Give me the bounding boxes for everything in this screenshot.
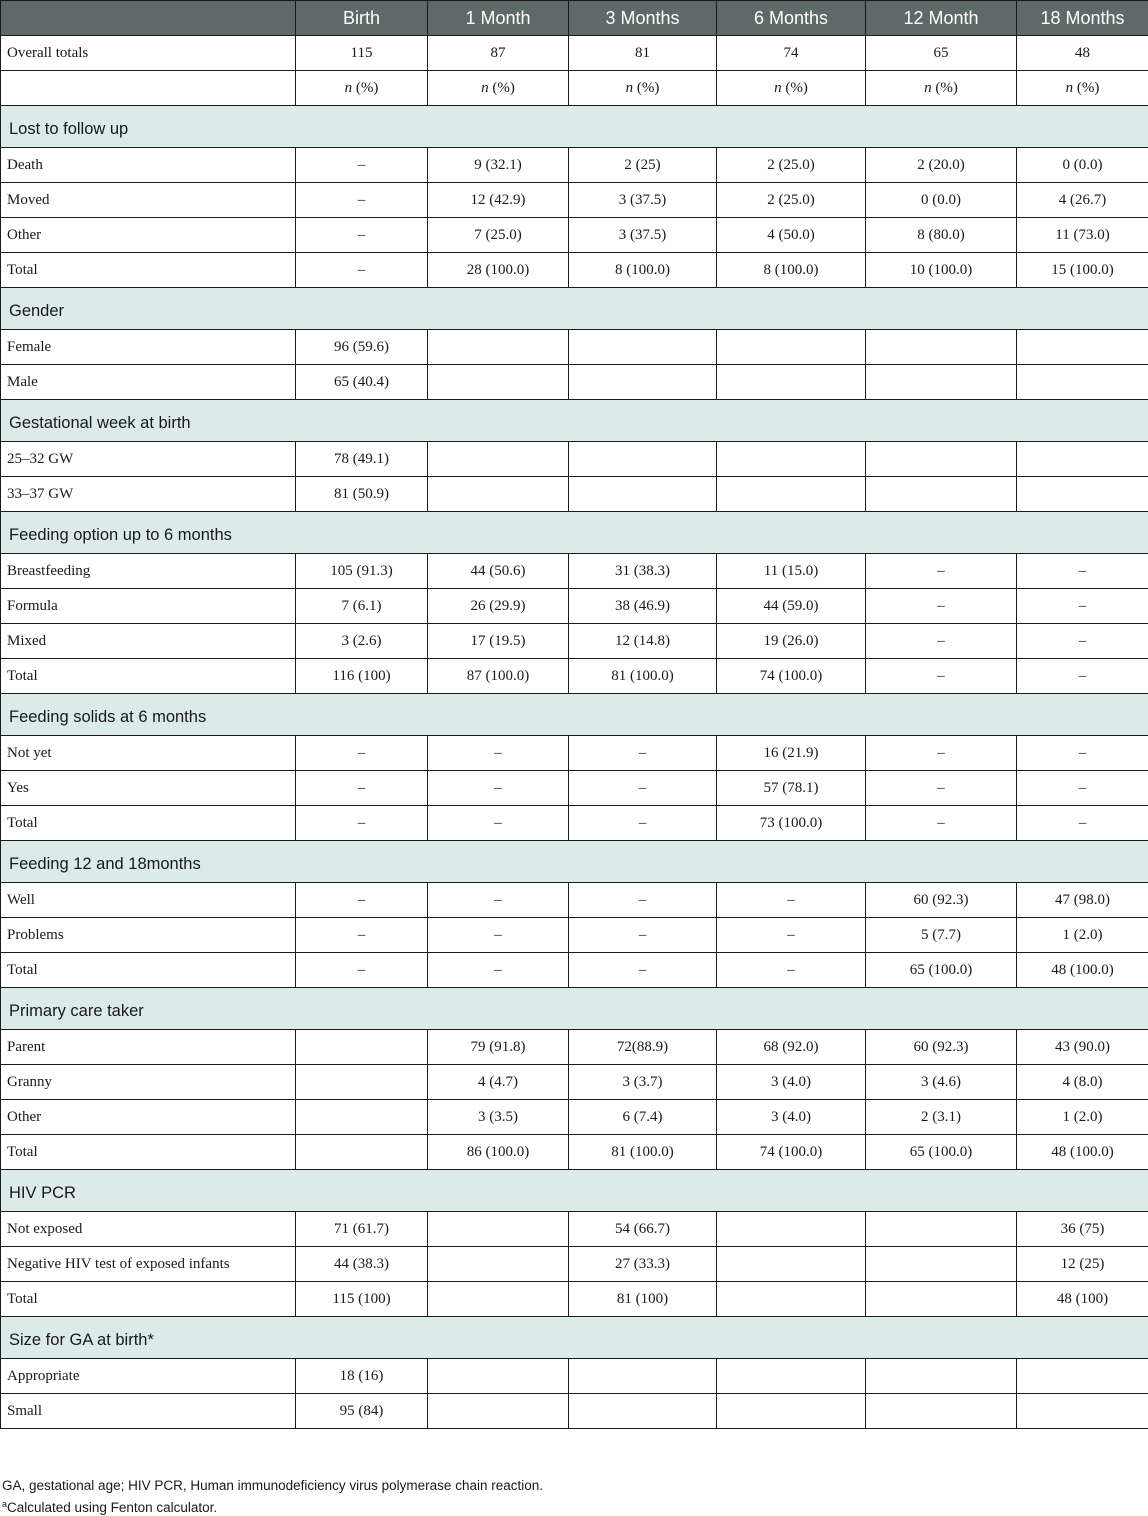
section-title: Feeding 12 and 18months [1,841,1148,883]
cell: 8 (100.0) [717,253,866,288]
cell: – [866,806,1017,841]
table-row [1,183,1148,218]
cell: – [866,589,1017,624]
table-row [1,953,1148,988]
cell: 11 (15.0) [717,554,866,589]
cell: – [866,659,1017,694]
cell: 9 (32.1) [428,148,569,183]
cell: – [717,953,866,988]
cell: – [1017,736,1148,771]
row-label: Other [1,218,296,253]
cell [428,477,569,512]
column-header: 3 Months [569,1,717,36]
n-symbol: n [344,79,353,96]
cell: – [1017,554,1148,589]
cell [717,1212,866,1247]
n-symbol: n [625,79,634,96]
cell [569,442,717,477]
cell: 105 (91.3) [296,554,428,589]
n-symbol: n [774,79,782,96]
cell: 60 (92.3) [866,1030,1017,1065]
section-title: Gestational week at birth [1,400,1148,442]
overall-totals-row [1,36,1148,71]
cell [717,1247,866,1282]
cell: 73 (100.0) [717,806,866,841]
n-percent-cell [1017,71,1148,106]
cell: 68 (92.0) [717,1030,866,1065]
cell: 18 (16) [296,1359,428,1394]
row-label: Total [1,253,296,288]
cell [428,365,569,400]
table-row [1,883,1148,918]
n-symbol: n [924,79,932,96]
footnote-abbreviations: GA, gestational age; HIV PCR, Human immunodeficiency virus polymerase chain reaction. [2,1478,543,1493]
cell: 65 (40.4) [296,365,428,400]
cell [717,477,866,512]
cell: 2 (25) [569,148,717,183]
cell: 3 (37.5) [569,183,717,218]
row-label: Total [1,1135,296,1170]
percent-symbol: (%) [781,79,808,96]
cell: 2 (3.1) [866,1100,1017,1135]
row-label: Mixed [1,624,296,659]
cell: – [296,218,428,253]
cell: 81 (50.9) [296,477,428,512]
cell: 65 [866,36,1017,71]
cell: – [866,771,1017,806]
cell: – [1017,806,1148,841]
cell: – [428,883,569,918]
cell: 72(88.9) [569,1030,717,1065]
footnote-calculation-text: Calculated using Fenton calculator. [7,1500,218,1515]
cell [428,1282,569,1317]
cell: – [569,883,717,918]
column-header: 18 Months [1017,1,1148,36]
percent-symbol: (%) [931,79,958,96]
cell: 48 (100) [1017,1282,1148,1317]
table-row [1,918,1148,953]
n-percent-cell [717,71,866,106]
n-symbol: n [1065,79,1074,96]
n-percent-cell [866,71,1017,106]
cell: 2 (25.0) [717,183,866,218]
cell: 7 (25.0) [428,218,569,253]
cell: – [866,624,1017,659]
cell: – [428,806,569,841]
cell: 81 (100.0) [569,659,717,694]
section-header-row [1,400,1148,442]
cell: 87 [428,36,569,71]
table-row [1,330,1148,365]
cell [428,1394,569,1429]
cell: 54 (66.7) [569,1212,717,1247]
cell: 6 (7.4) [569,1100,717,1135]
percent-symbol: (%) [633,79,660,96]
cell: – [569,736,717,771]
cell: 26 (29.9) [428,589,569,624]
row-label: Appropriate [1,1359,296,1394]
cell: – [1017,771,1148,806]
cell: 3 (4.6) [866,1065,1017,1100]
cell: – [866,554,1017,589]
row-label: Total [1,659,296,694]
section-title: Primary care taker [1,988,1148,1030]
cell: – [569,918,717,953]
cell: 115 [296,36,428,71]
cell: 48 (100.0) [1017,953,1148,988]
cell: 74 [717,36,866,71]
cell: 4 (50.0) [717,218,866,253]
row-label: Male [1,365,296,400]
section-title: Gender [1,288,1148,330]
cell: 48 [1017,36,1148,71]
cell [569,1359,717,1394]
cell [866,1212,1017,1247]
cell: 0 (0.0) [866,183,1017,218]
n-percent-cell [428,71,569,106]
cell: 12 (42.9) [428,183,569,218]
cell: – [428,918,569,953]
row-label: Female [1,330,296,365]
column-header: Birth [296,1,428,36]
cell: 17 (19.5) [428,624,569,659]
section-header-row [1,988,1148,1030]
column-header: 12 Month [866,1,1017,36]
cell: 3 (37.5) [569,218,717,253]
table-row [1,659,1148,694]
table-row [1,442,1148,477]
cell [866,330,1017,365]
cell: 7 (6.1) [296,589,428,624]
table-body [1,36,1148,1429]
column-header: 1 Month [428,1,569,36]
cell: 1 (2.0) [1017,918,1148,953]
cell: – [428,736,569,771]
cell: 74 (100.0) [717,659,866,694]
section-header-row [1,694,1148,736]
cell: – [569,953,717,988]
section-header-row [1,512,1148,554]
cell: 31 (38.3) [569,554,717,589]
cell: 11 (73.0) [1017,218,1148,253]
section-title: Lost to follow up [1,106,1148,148]
table-row [1,736,1148,771]
section-header-row [1,288,1148,330]
cell [866,365,1017,400]
cell: – [717,918,866,953]
cell: 10 (100.0) [866,253,1017,288]
table-row [1,806,1148,841]
cell [1017,1359,1148,1394]
cell: 3 (4.0) [717,1100,866,1135]
n-percent-cell [296,71,428,106]
table-row [1,1212,1148,1247]
percent-symbol: (%) [352,79,379,96]
table-row [1,1030,1148,1065]
row-label: Formula [1,589,296,624]
cell [717,1282,866,1317]
cell: 4 (8.0) [1017,1065,1148,1100]
cell: 81 [569,36,717,71]
row-label: Breastfeeding [1,554,296,589]
section-title: Feeding option up to 6 months [1,512,1148,554]
cell: 71 (61.7) [296,1212,428,1247]
row-label: Death [1,148,296,183]
cell: 65 (100.0) [866,1135,1017,1170]
footnote-mark: a [2,1499,8,1509]
cell: 12 (25) [1017,1247,1148,1282]
cell: – [428,771,569,806]
cell: 81 (100) [569,1282,717,1317]
cell: – [296,183,428,218]
cell: 5 (7.7) [866,918,1017,953]
cell: 47 (98.0) [1017,883,1148,918]
cell: 0 (0.0) [1017,148,1148,183]
percent-symbol: (%) [488,79,515,96]
cell: – [296,806,428,841]
cell: 2 (20.0) [866,148,1017,183]
row-label: 33–37 GW [1,477,296,512]
percent-symbol: (%) [1073,79,1100,96]
cell: 48 (100.0) [1017,1135,1148,1170]
cell [866,442,1017,477]
row-label: Well [1,883,296,918]
cell: 57 (78.1) [717,771,866,806]
row-label: Negative HIV test of exposed infants [1,1247,296,1282]
cell [428,442,569,477]
cell [428,1247,569,1282]
row-label: Total [1,1282,296,1317]
cell: 4 (4.7) [428,1065,569,1100]
cell [428,1359,569,1394]
column-header: 6 Months [717,1,866,36]
section-title: Size for GA at birth* [1,1317,1148,1359]
cell: 38 (46.9) [569,589,717,624]
cell [866,1359,1017,1394]
table-row [1,1135,1148,1170]
cell [296,1135,428,1170]
section-header-row [1,106,1148,148]
cell: – [1017,624,1148,659]
table-row [1,218,1148,253]
table-row [1,589,1148,624]
cell: – [296,148,428,183]
n-percent-row [1,71,1148,106]
cell: 87 (100.0) [428,659,569,694]
cell: 1 (2.0) [1017,1100,1148,1135]
row-label: Yes [1,771,296,806]
table-row [1,1282,1148,1317]
cell: 2 (25.0) [717,148,866,183]
section-header-row [1,841,1148,883]
cell [1017,365,1148,400]
section-header-row [1,1317,1148,1359]
table-row [1,365,1148,400]
cell [1017,330,1148,365]
cell: 115 (100) [296,1282,428,1317]
cell: 8 (80.0) [866,218,1017,253]
table-row [1,1065,1148,1100]
cell: – [569,806,717,841]
cell [866,1247,1017,1282]
table-row [1,1100,1148,1135]
cell: – [1017,659,1148,694]
cell: 36 (75) [1017,1212,1148,1247]
cell: – [296,736,428,771]
table-row [1,624,1148,659]
cell: 12 (14.8) [569,624,717,659]
cell: 81 (100.0) [569,1135,717,1170]
row-label: Small [1,1394,296,1429]
cell: – [296,771,428,806]
cell: 15 (100.0) [1017,253,1148,288]
cell: 4 (26.7) [1017,183,1148,218]
empty-cell [1,71,296,106]
row-label: Total [1,806,296,841]
row-label: Problems [1,918,296,953]
cell: 16 (21.9) [717,736,866,771]
row-label: Moved [1,183,296,218]
section-title: HIV PCR [1,1170,1148,1212]
row-label: Not yet [1,736,296,771]
cell: 44 (59.0) [717,589,866,624]
table-row [1,148,1148,183]
cell: 28 (100.0) [428,253,569,288]
row-label: Overall totals [1,36,296,71]
cell [717,365,866,400]
cell [866,477,1017,512]
cell: 3 (2.6) [296,624,428,659]
cell: – [569,771,717,806]
cell: 60 (92.3) [866,883,1017,918]
cell [569,477,717,512]
cell: 8 (100.0) [569,253,717,288]
cell [569,1394,717,1429]
cell [428,330,569,365]
cell: – [296,953,428,988]
row-label: 25–32 GW [1,442,296,477]
cell [717,1394,866,1429]
cell: 78 (49.1) [296,442,428,477]
cell: – [866,736,1017,771]
cell: – [296,253,428,288]
header-empty-cell [1,1,296,36]
cell [717,330,866,365]
cell [1017,477,1148,512]
cell [866,1394,1017,1429]
cell: 95 (84) [296,1394,428,1429]
cell: 86 (100.0) [428,1135,569,1170]
cell: 44 (50.6) [428,554,569,589]
cell [1017,1394,1148,1429]
cell: 3 (3.5) [428,1100,569,1135]
cell: 96 (59.6) [296,330,428,365]
cell: – [296,918,428,953]
cell: 74 (100.0) [717,1135,866,1170]
cell [296,1030,428,1065]
table-row [1,1394,1148,1429]
cell: – [428,953,569,988]
cell: – [1017,589,1148,624]
table-row [1,1359,1148,1394]
table-row [1,1247,1148,1282]
n-percent-cell [569,71,717,106]
cell [717,1359,866,1394]
cell: 3 (3.7) [569,1065,717,1100]
section-title: Feeding solids at 6 months [1,694,1148,736]
cell [717,442,866,477]
cell: – [296,883,428,918]
cell [569,330,717,365]
cell: 43 (90.0) [1017,1030,1148,1065]
table-row [1,771,1148,806]
cell [569,365,717,400]
table-row [1,554,1148,589]
section-header-row [1,1170,1148,1212]
cell: 116 (100) [296,659,428,694]
cell [866,1282,1017,1317]
cell: 27 (33.3) [569,1247,717,1282]
cell [296,1065,428,1100]
row-label: Total [1,953,296,988]
table-row [1,253,1148,288]
footnote-calculation [2,1499,217,1515]
row-label: Not exposed [1,1212,296,1247]
cell: – [717,883,866,918]
row-label: Parent [1,1030,296,1065]
cell: 3 (4.0) [717,1065,866,1100]
cell [428,1212,569,1247]
cell: 79 (91.8) [428,1030,569,1065]
row-label: Other [1,1100,296,1135]
cell [296,1100,428,1135]
cell: 44 (38.3) [296,1247,428,1282]
header-row [1,1,1148,36]
cell: 19 (26.0) [717,624,866,659]
table-row [1,477,1148,512]
cell: 65 (100.0) [866,953,1017,988]
n-symbol: n [481,79,489,96]
cell [1017,442,1148,477]
row-label: Granny [1,1065,296,1100]
